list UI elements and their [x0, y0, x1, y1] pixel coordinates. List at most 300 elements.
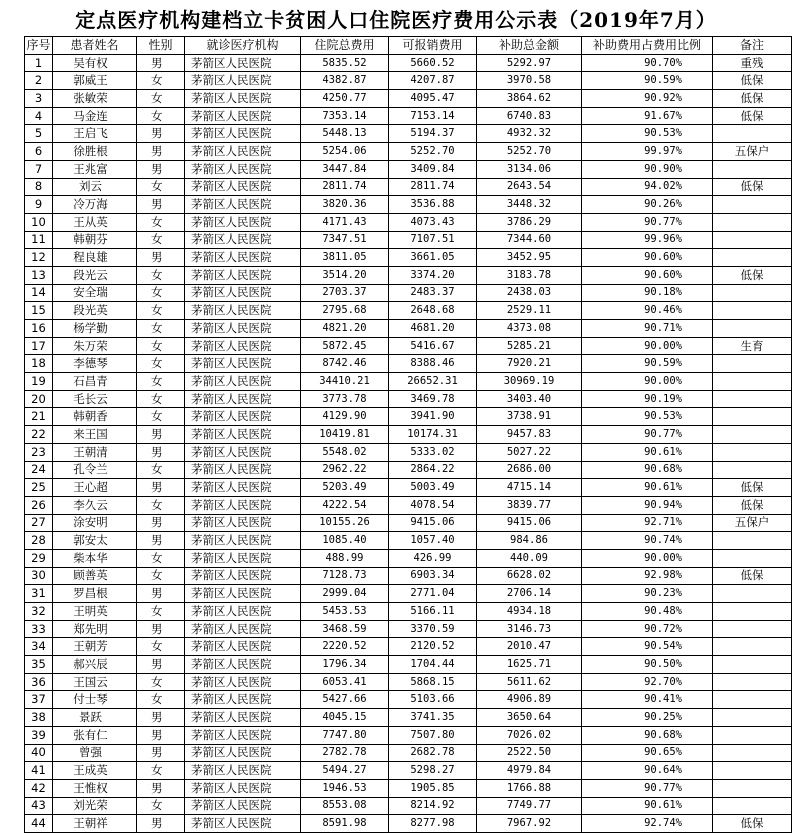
- reimbursable-cost-cell: 2864.22: [389, 461, 477, 479]
- remark-cell: 低保: [713, 496, 792, 514]
- table-row: [25, 479, 792, 497]
- patient-name-cell: 段光云: [53, 266, 137, 284]
- hospital-cell: 茅箭区人民医院: [185, 443, 301, 461]
- remark-cell: [713, 373, 792, 391]
- reimbursable-cost-cell: 26652.31: [389, 373, 477, 391]
- gender-cell: 女: [137, 603, 185, 621]
- row-index-cell: 19: [25, 373, 53, 391]
- subsidy-ratio-cell: 90.53%: [582, 408, 713, 426]
- row-index-cell: 18: [25, 355, 53, 373]
- subsidy-ratio-cell: 90.61%: [582, 479, 713, 497]
- subsidy-amount-cell: 3864.62: [477, 90, 582, 108]
- reimbursable-cost-cell: 3374.20: [389, 266, 477, 284]
- reimbursable-cost-cell: 8388.46: [389, 355, 477, 373]
- table-row: [25, 426, 792, 444]
- header-cell: 补助费用占费用比例: [582, 37, 713, 55]
- hospital-cell: 茅箭区人民医院: [185, 213, 301, 231]
- subsidy-ratio-cell: 92.74%: [582, 815, 713, 833]
- patient-name-cell: 冷万海: [53, 196, 137, 214]
- total-cost-cell: 4129.90: [301, 408, 389, 426]
- patient-name-cell: 来王国: [53, 426, 137, 444]
- reimbursable-cost-cell: 4207.87: [389, 72, 477, 90]
- total-cost-cell: 10419.81: [301, 426, 389, 444]
- header-cell: 可报销费用: [389, 37, 477, 55]
- subsidy-ratio-cell: 90.90%: [582, 160, 713, 178]
- remark-cell: [713, 585, 792, 603]
- patient-name-cell: 程良雄: [53, 249, 137, 267]
- subsidy-amount-cell: 2706.14: [477, 585, 582, 603]
- subsidy-ratio-cell: 90.18%: [582, 284, 713, 302]
- total-cost-cell: 2999.04: [301, 585, 389, 603]
- subsidy-ratio-cell: 90.61%: [582, 443, 713, 461]
- table-row: [25, 656, 792, 674]
- subsidy-amount-cell: 4934.18: [477, 603, 582, 621]
- subsidy-amount-cell: 7967.92: [477, 815, 582, 833]
- total-cost-cell: 4382.87: [301, 72, 389, 90]
- subsidy-amount-cell: 6628.02: [477, 567, 582, 585]
- remark-cell: [713, 320, 792, 338]
- gender-cell: 男: [137, 143, 185, 161]
- reimbursable-cost-cell: 426.99: [389, 549, 477, 567]
- subsidy-ratio-cell: 91.67%: [582, 107, 713, 125]
- gender-cell: 女: [137, 90, 185, 108]
- remark-cell: [713, 744, 792, 762]
- remark-cell: [713, 461, 792, 479]
- table-row: [25, 231, 792, 249]
- subsidy-ratio-cell: 90.94%: [582, 496, 713, 514]
- reimbursable-cost-cell: 6903.34: [389, 567, 477, 585]
- remark-cell: 五保户: [713, 514, 792, 532]
- subsidy-ratio-cell: 90.77%: [582, 426, 713, 444]
- row-index-cell: 35: [25, 656, 53, 674]
- gender-cell: 女: [137, 107, 185, 125]
- subsidy-ratio-cell: 90.60%: [582, 249, 713, 267]
- total-cost-cell: 34410.21: [301, 373, 389, 391]
- total-cost-cell: 3820.36: [301, 196, 389, 214]
- total-cost-cell: 1085.40: [301, 532, 389, 550]
- gender-cell: 女: [137, 638, 185, 656]
- table-row: [25, 726, 792, 744]
- patient-name-cell: 李久云: [53, 496, 137, 514]
- total-cost-cell: 5872.45: [301, 337, 389, 355]
- subsidy-amount-cell: 440.09: [477, 549, 582, 567]
- gender-cell: 女: [137, 496, 185, 514]
- subsidy-ratio-cell: 90.60%: [582, 266, 713, 284]
- remark-cell: [713, 673, 792, 691]
- reimbursable-cost-cell: 7507.80: [389, 726, 477, 744]
- reimbursable-cost-cell: 4073.43: [389, 213, 477, 231]
- table-row: [25, 709, 792, 727]
- patient-name-cell: 张敏荣: [53, 90, 137, 108]
- hospital-cell: 茅箭区人民医院: [185, 160, 301, 178]
- table-row: [25, 461, 792, 479]
- table-body: [25, 54, 792, 832]
- subsidy-amount-cell: 3134.06: [477, 160, 582, 178]
- row-index-cell: 37: [25, 691, 53, 709]
- subsidy-ratio-cell: 90.25%: [582, 709, 713, 727]
- patient-name-cell: 郭安太: [53, 532, 137, 550]
- subsidy-amount-cell: 4932.32: [477, 125, 582, 143]
- total-cost-cell: 5254.06: [301, 143, 389, 161]
- row-index-cell: 16: [25, 320, 53, 338]
- row-index-cell: 7: [25, 160, 53, 178]
- gender-cell: 女: [137, 567, 185, 585]
- patient-name-cell: 王心超: [53, 479, 137, 497]
- row-index-cell: 39: [25, 726, 53, 744]
- table-row: [25, 638, 792, 656]
- table-row: [25, 532, 792, 550]
- row-index-cell: 23: [25, 443, 53, 461]
- gender-cell: 男: [137, 54, 185, 72]
- row-index-cell: 43: [25, 797, 53, 815]
- remark-cell: [713, 709, 792, 727]
- row-index-cell: 28: [25, 532, 53, 550]
- reimbursable-cost-cell: 1057.40: [389, 532, 477, 550]
- subsidy-amount-cell: 5027.22: [477, 443, 582, 461]
- reimbursable-cost-cell: 5660.52: [389, 54, 477, 72]
- reimbursable-cost-cell: 5003.49: [389, 479, 477, 497]
- total-cost-cell: 3773.78: [301, 390, 389, 408]
- subsidy-amount-cell: 30969.19: [477, 373, 582, 391]
- gender-cell: 男: [137, 532, 185, 550]
- patient-name-cell: 柴本华: [53, 549, 137, 567]
- hospital-cell: 茅箭区人民医院: [185, 196, 301, 214]
- patient-name-cell: 罗昌根: [53, 585, 137, 603]
- table-row: [25, 178, 792, 196]
- subsidy-ratio-cell: 99.97%: [582, 143, 713, 161]
- hospital-cell: 茅箭区人民医院: [185, 549, 301, 567]
- row-index-cell: 13: [25, 266, 53, 284]
- total-cost-cell: 2703.37: [301, 284, 389, 302]
- subsidy-amount-cell: 2529.11: [477, 302, 582, 320]
- total-cost-cell: 7353.14: [301, 107, 389, 125]
- reimbursable-cost-cell: 4095.47: [389, 90, 477, 108]
- subsidy-ratio-cell: 90.61%: [582, 797, 713, 815]
- reimbursable-cost-cell: 2483.37: [389, 284, 477, 302]
- subsidy-ratio-cell: 90.65%: [582, 744, 713, 762]
- gender-cell: 女: [137, 213, 185, 231]
- gender-cell: 女: [137, 231, 185, 249]
- hospital-cell: 茅箭区人民医院: [185, 603, 301, 621]
- subsidy-ratio-cell: 90.72%: [582, 620, 713, 638]
- patient-name-cell: 王朝芳: [53, 638, 137, 656]
- patient-name-cell: 付士琴: [53, 691, 137, 709]
- row-index-cell: 17: [25, 337, 53, 355]
- total-cost-cell: 4171.43: [301, 213, 389, 231]
- subsidy-amount-cell: 9415.06: [477, 514, 582, 532]
- page-title: 定点医疗机构建档立卡贫困人口住院医疗费用公示表（2019年7月）: [75, 8, 717, 32]
- table-row: [25, 320, 792, 338]
- table-row: [25, 302, 792, 320]
- subsidy-amount-cell: 3786.29: [477, 213, 582, 231]
- hospital-cell: 茅箭区人民医院: [185, 585, 301, 603]
- patient-name-cell: 王启飞: [53, 125, 137, 143]
- total-cost-cell: 1946.53: [301, 779, 389, 797]
- remark-cell: [713, 549, 792, 567]
- hospital-cell: 茅箭区人民医院: [185, 355, 301, 373]
- hospital-cell: 茅箭区人民医院: [185, 337, 301, 355]
- gender-cell: 男: [137, 479, 185, 497]
- header-cell: 住院总费用: [301, 37, 389, 55]
- total-cost-cell: 1796.34: [301, 656, 389, 674]
- reimbursable-cost-cell: 2120.52: [389, 638, 477, 656]
- hospital-cell: 茅箭区人民医院: [185, 461, 301, 479]
- subsidy-amount-cell: 5252.70: [477, 143, 582, 161]
- subsidy-ratio-cell: 90.00%: [582, 373, 713, 391]
- gender-cell: 男: [137, 779, 185, 797]
- row-index-cell: 1: [25, 54, 53, 72]
- hospital-cell: 茅箭区人民医院: [185, 426, 301, 444]
- reimbursable-cost-cell: 2682.78: [389, 744, 477, 762]
- subsidy-ratio-cell: 90.77%: [582, 213, 713, 231]
- subsidy-amount-cell: 3839.77: [477, 496, 582, 514]
- reimbursable-cost-cell: 5166.11: [389, 603, 477, 621]
- gender-cell: 男: [137, 815, 185, 833]
- remark-cell: 生育: [713, 337, 792, 355]
- reimbursable-cost-cell: 8214.92: [389, 797, 477, 815]
- reimbursable-cost-cell: 2648.68: [389, 302, 477, 320]
- table-row: [25, 673, 792, 691]
- total-cost-cell: 7347.51: [301, 231, 389, 249]
- subsidy-ratio-cell: 90.92%: [582, 90, 713, 108]
- subsidy-ratio-cell: 90.68%: [582, 461, 713, 479]
- hospital-cell: 茅箭区人民医院: [185, 514, 301, 532]
- reimbursable-cost-cell: 3741.35: [389, 709, 477, 727]
- patient-name-cell: 郭威王: [53, 72, 137, 90]
- row-index-cell: 2: [25, 72, 53, 90]
- remark-cell: 低保: [713, 72, 792, 90]
- row-index-cell: 4: [25, 107, 53, 125]
- remark-cell: [713, 691, 792, 709]
- hospital-cell: 茅箭区人民医院: [185, 709, 301, 727]
- table-row: [25, 585, 792, 603]
- row-index-cell: 11: [25, 231, 53, 249]
- table-row: [25, 408, 792, 426]
- header-cell: 患者姓名: [53, 37, 137, 55]
- gender-cell: 女: [137, 302, 185, 320]
- subsidy-ratio-cell: 90.54%: [582, 638, 713, 656]
- header-row: [25, 37, 792, 55]
- table-row: [25, 213, 792, 231]
- table-row: [25, 72, 792, 90]
- total-cost-cell: 5548.02: [301, 443, 389, 461]
- row-index-cell: 21: [25, 408, 53, 426]
- reimbursable-cost-cell: 3661.05: [389, 249, 477, 267]
- patient-name-cell: 王明英: [53, 603, 137, 621]
- hospital-cell: 茅箭区人民医院: [185, 762, 301, 780]
- subsidy-ratio-cell: 90.23%: [582, 585, 713, 603]
- reimbursable-cost-cell: 1905.85: [389, 779, 477, 797]
- subsidy-amount-cell: 3146.73: [477, 620, 582, 638]
- row-index-cell: 24: [25, 461, 53, 479]
- total-cost-cell: 2220.52: [301, 638, 389, 656]
- subsidy-amount-cell: 984.86: [477, 532, 582, 550]
- gender-cell: 女: [137, 762, 185, 780]
- subsidy-amount-cell: 2686.00: [477, 461, 582, 479]
- subsidy-amount-cell: 2010.47: [477, 638, 582, 656]
- gender-cell: 女: [137, 461, 185, 479]
- hospital-cell: 茅箭区人民医院: [185, 178, 301, 196]
- remark-cell: [713, 638, 792, 656]
- remark-cell: [713, 443, 792, 461]
- reimbursable-cost-cell: 7153.14: [389, 107, 477, 125]
- subsidy-ratio-cell: 90.68%: [582, 726, 713, 744]
- subsidy-ratio-cell: 90.53%: [582, 125, 713, 143]
- reimbursable-cost-cell: 4681.20: [389, 320, 477, 338]
- table-row: [25, 196, 792, 214]
- subsidy-ratio-cell: 90.48%: [582, 603, 713, 621]
- header-cell: 备注: [713, 37, 792, 55]
- gender-cell: 男: [137, 249, 185, 267]
- table-row: [25, 249, 792, 267]
- total-cost-cell: 5448.13: [301, 125, 389, 143]
- row-index-cell: 20: [25, 390, 53, 408]
- remark-cell: [713, 532, 792, 550]
- total-cost-cell: 10155.26: [301, 514, 389, 532]
- row-index-cell: 6: [25, 143, 53, 161]
- table-row: [25, 603, 792, 621]
- row-index-cell: 26: [25, 496, 53, 514]
- table-row: [25, 390, 792, 408]
- subsidy-ratio-cell: 90.00%: [582, 337, 713, 355]
- remark-cell: 低保: [713, 107, 792, 125]
- reimbursable-cost-cell: 8277.98: [389, 815, 477, 833]
- row-index-cell: 15: [25, 302, 53, 320]
- total-cost-cell: 2795.68: [301, 302, 389, 320]
- remark-cell: 低保: [713, 90, 792, 108]
- subsidy-ratio-cell: 94.02%: [582, 178, 713, 196]
- row-index-cell: 8: [25, 178, 53, 196]
- remark-cell: [713, 603, 792, 621]
- hospital-cell: 茅箭区人民医院: [185, 302, 301, 320]
- reimbursable-cost-cell: 5252.70: [389, 143, 477, 161]
- table-row: [25, 762, 792, 780]
- table-row: [25, 549, 792, 567]
- subsidy-amount-cell: 3448.32: [477, 196, 582, 214]
- total-cost-cell: 5427.66: [301, 691, 389, 709]
- gender-cell: 男: [137, 514, 185, 532]
- patient-name-cell: 王朝清: [53, 443, 137, 461]
- subsidy-amount-cell: 7344.60: [477, 231, 582, 249]
- table-row: [25, 107, 792, 125]
- hospital-cell: 茅箭区人民医院: [185, 143, 301, 161]
- subsidy-ratio-cell: 92.98%: [582, 567, 713, 585]
- remark-cell: 低保: [713, 479, 792, 497]
- subsidy-ratio-cell: 90.59%: [582, 355, 713, 373]
- subsidy-amount-cell: 1766.88: [477, 779, 582, 797]
- gender-cell: 男: [137, 744, 185, 762]
- table-row: [25, 514, 792, 532]
- total-cost-cell: 488.99: [301, 549, 389, 567]
- gender-cell: 女: [137, 373, 185, 391]
- patient-name-cell: 刘云: [53, 178, 137, 196]
- total-cost-cell: 7128.73: [301, 567, 389, 585]
- total-cost-cell: 5203.49: [301, 479, 389, 497]
- patient-name-cell: 李德琴: [53, 355, 137, 373]
- gender-cell: 女: [137, 337, 185, 355]
- subsidy-ratio-cell: 90.64%: [582, 762, 713, 780]
- subsidy-ratio-cell: 90.74%: [582, 532, 713, 550]
- gender-cell: 女: [137, 355, 185, 373]
- table-row: [25, 90, 792, 108]
- reimbursable-cost-cell: 2811.74: [389, 178, 477, 196]
- patient-name-cell: 朱万荣: [53, 337, 137, 355]
- gender-cell: 女: [137, 266, 185, 284]
- header-cell: 补助总金额: [477, 37, 582, 55]
- hospital-cell: 茅箭区人民医院: [185, 408, 301, 426]
- remark-cell: 低保: [713, 567, 792, 585]
- remark-cell: [713, 231, 792, 249]
- row-index-cell: 9: [25, 196, 53, 214]
- subsidy-amount-cell: 5611.62: [477, 673, 582, 691]
- fee-table: [24, 36, 792, 833]
- remark-cell: [713, 726, 792, 744]
- patient-name-cell: 王兆富: [53, 160, 137, 178]
- hospital-cell: 茅箭区人民医院: [185, 90, 301, 108]
- reimbursable-cost-cell: 5103.66: [389, 691, 477, 709]
- gender-cell: 女: [137, 797, 185, 815]
- table-row: [25, 125, 792, 143]
- remark-cell: [713, 160, 792, 178]
- total-cost-cell: 3468.59: [301, 620, 389, 638]
- hospital-cell: 茅箭区人民医院: [185, 54, 301, 72]
- patient-name-cell: 毛长云: [53, 390, 137, 408]
- subsidy-amount-cell: 5292.97: [477, 54, 582, 72]
- remark-cell: [713, 762, 792, 780]
- patient-name-cell: 韩朝芬: [53, 231, 137, 249]
- hospital-cell: 茅箭区人民医院: [185, 620, 301, 638]
- subsidy-ratio-cell: 90.19%: [582, 390, 713, 408]
- subsidy-amount-cell: 3183.78: [477, 266, 582, 284]
- table-row: [25, 797, 792, 815]
- patient-name-cell: 韩朝香: [53, 408, 137, 426]
- gender-cell: 女: [137, 673, 185, 691]
- gender-cell: 男: [137, 585, 185, 603]
- row-index-cell: 41: [25, 762, 53, 780]
- total-cost-cell: 3514.20: [301, 266, 389, 284]
- reimbursable-cost-cell: 5333.02: [389, 443, 477, 461]
- reimbursable-cost-cell: 3409.84: [389, 160, 477, 178]
- hospital-cell: 茅箭区人民医院: [185, 815, 301, 833]
- patient-name-cell: 杨学勤: [53, 320, 137, 338]
- subsidy-ratio-cell: 90.71%: [582, 320, 713, 338]
- total-cost-cell: 5494.27: [301, 762, 389, 780]
- reimbursable-cost-cell: 5194.37: [389, 125, 477, 143]
- reimbursable-cost-cell: 3469.78: [389, 390, 477, 408]
- reimbursable-cost-cell: 5868.15: [389, 673, 477, 691]
- gender-cell: 男: [137, 709, 185, 727]
- subsidy-amount-cell: 4906.89: [477, 691, 582, 709]
- subsidy-amount-cell: 3970.58: [477, 72, 582, 90]
- row-index-cell: 40: [25, 744, 53, 762]
- gender-cell: 男: [137, 620, 185, 638]
- subsidy-ratio-cell: 90.70%: [582, 54, 713, 72]
- gender-cell: 男: [137, 656, 185, 674]
- total-cost-cell: 7747.80: [301, 726, 389, 744]
- subsidy-ratio-cell: 90.46%: [582, 302, 713, 320]
- remark-cell: 低保: [713, 178, 792, 196]
- row-index-cell: 12: [25, 249, 53, 267]
- remark-cell: [713, 302, 792, 320]
- total-cost-cell: 4045.15: [301, 709, 389, 727]
- remark-cell: 低保: [713, 815, 792, 833]
- patient-name-cell: 马金连: [53, 107, 137, 125]
- remark-cell: [713, 284, 792, 302]
- subsidy-ratio-cell: 92.71%: [582, 514, 713, 532]
- total-cost-cell: 8591.98: [301, 815, 389, 833]
- subsidy-ratio-cell: 90.77%: [582, 779, 713, 797]
- subsidy-ratio-cell: 90.50%: [582, 656, 713, 674]
